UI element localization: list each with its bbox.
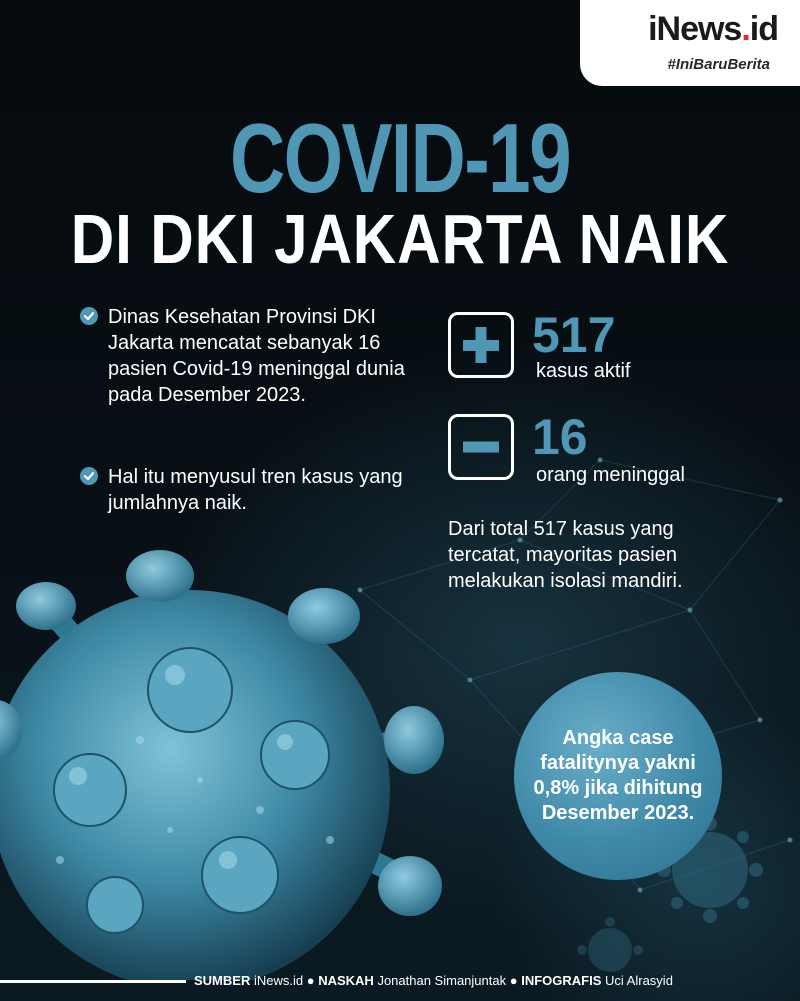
bullet-item — [80, 464, 410, 516]
bullet-text: Dinas Kesehatan Provinsi DKI Jakarta mencatat sebanyak 16 pasien Covid-19 meninggal dunia pada Desember 2023. — [108, 306, 405, 406]
footer-sumber-label: SUMBER — [194, 973, 251, 988]
logo-suffix: id — [749, 10, 778, 48]
title-line-1: COVID-19 — [229, 103, 571, 213]
stat-box-active — [448, 312, 514, 378]
coronavirus-illustration — [0, 540, 480, 980]
footer-naskah-value: Jonathan Simanjuntak — [377, 973, 507, 988]
fatality-callout-text: Angka case fatalitynya yakni 0,8% jika dihitung Desember 2023. — [533, 727, 703, 824]
check-circle-icon — [80, 307, 98, 325]
plus-icon — [451, 315, 511, 375]
footer-separator: ● — [509, 973, 518, 988]
logo-box — [580, 0, 800, 86]
check-circle-icon — [80, 467, 98, 485]
logo-main: iNews — [648, 10, 742, 48]
summary-text: Dari total 517 kasus yang tercatat, mayoritas pasien melakukan isolasi mandiri. — [448, 518, 683, 592]
bullet-item — [80, 304, 410, 408]
stat-box-deaths — [448, 414, 514, 480]
brand-logo — [648, 10, 778, 49]
footer-separator: ● — [306, 973, 315, 988]
title-line-2: DI DKI JAKARTA NAIK — [70, 200, 730, 278]
stat-value-deaths: 16 — [532, 409, 588, 465]
footer-infografis-label: INFOGRAFIS — [521, 973, 602, 988]
footer-infografis-value: Uci Alrasyid — [605, 973, 673, 988]
footer-credits — [194, 971, 794, 991]
footer-sumber-value: iNews.id — [253, 973, 304, 988]
bullet-text: Hal itu menyusul tren kasus yang jumlahnya naik. — [108, 466, 403, 514]
logo-tagline: #IniBaruBerita — [667, 56, 770, 73]
footer-divider — [0, 980, 186, 983]
fatality-callout — [514, 672, 722, 880]
minus-icon — [451, 417, 511, 477]
logo-dot: . — [741, 10, 750, 48]
stat-value-active: 517 — [532, 307, 616, 363]
stat-label-active: kasus aktif — [536, 360, 631, 382]
footer-naskah-label: NASKAH — [318, 973, 374, 988]
stat-label-deaths: orang meninggal — [536, 464, 685, 486]
